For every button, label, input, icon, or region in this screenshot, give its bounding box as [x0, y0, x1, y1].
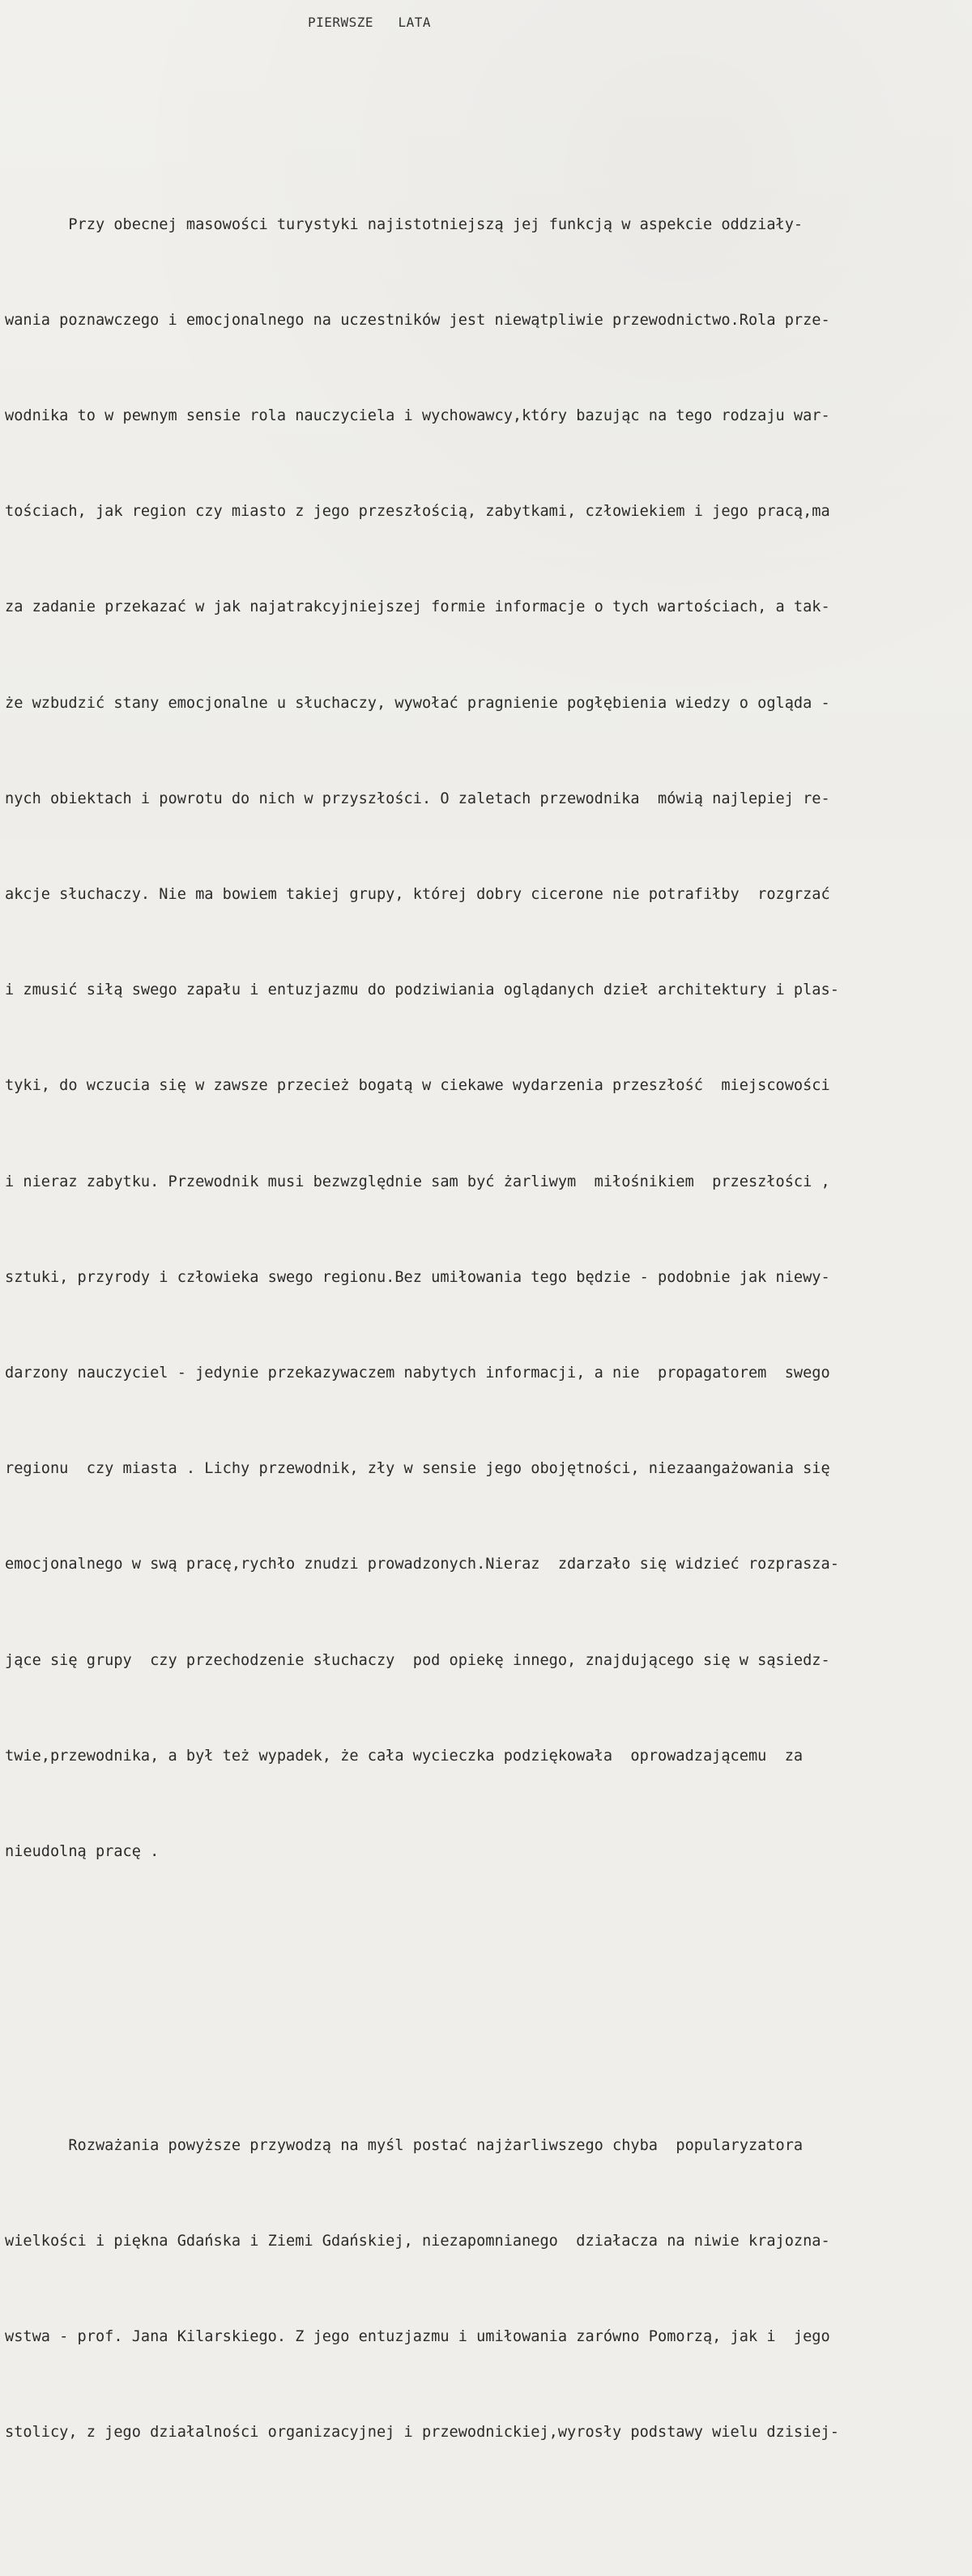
paragraph-gap	[5, 1995, 969, 2002]
document-body	[5, 81, 969, 2576]
text-line: sztuki, przyrody i człowieka swego regionu.Bez umiłowania tego będzie - podobnie jak niewy-	[5, 1268, 830, 1286]
text-line: emocjonalnego w swą pracę,rychło znudzi prowadzonych.Nieraz zdarzało się widzieć rozprasza-	[5, 1556, 839, 1573]
text-line: Rozważania powyższe przywodzą na myśl postać najżarliwszego chyba popularyzatora	[5, 2136, 804, 2154]
paragraph-1	[5, 145, 969, 1931]
text-line: tościach, jak region czy miasto z jego przeszłością, zabytkami, człowiekiem i jego pracą,ma	[5, 503, 830, 521]
text-line: nych obiektach i powrotu do nich w przyszłości. O zaletach przewodnika mówią najlepiej re-	[5, 790, 830, 807]
text-line: że wzbudzić stany emocjonalne u słuchaczy, wywołać pragnienie pogłębienia wiedzy o ogląda -	[5, 694, 830, 712]
text-line: wstwa - prof. Jana Kilarskiego. Z jego entuzjazmu i umiłowania zarówno Pomorzą, jak i jego	[5, 2328, 830, 2346]
text-line: nieudolną pracę .	[5, 1843, 160, 1861]
text-line: tyki, do wczucia się w zawsze przecież bogatą w ciekawe wydarzenia przeszłość miejscowości	[5, 1077, 830, 1095]
text-line: za zadanie przekazać w jak najatrakcyjniejszej formie informacje o tych wartościach, a tak-	[5, 598, 830, 616]
text-line: twie,przewodnika, a był też wypadek, że cała wycieczka podziękowała oprowadzającemu za	[5, 1747, 804, 1765]
text-line: akcje słuchaczy. Nie ma bowiem takiej grupy, której dobry cicerone nie potrafiłby rozgrzać	[5, 886, 830, 904]
text-line: wodnika to w pewnym sensie rola nauczyciela i wychowawcy,który bazując na tego rodzaju war-	[5, 407, 830, 425]
text-line: i zmusić siłą swego zapału i entuzjazmu do podziwiania oglądanych dzieł architektury i plas-	[5, 981, 839, 999]
text-line: Przy obecnej masowości turystyki najistotniejszą jej funkcją w aspekcie oddziały-	[5, 215, 804, 233]
text-line: i nieraz zabytku. Przewodnik musi bezwzględnie sam być żarliwym miłośnikiem przeszłości ,	[5, 1173, 830, 1190]
text-line: stolicy, z jego działalności organizacyjnej i przewodnickiej,wyrosły podstawy wielu dzisiej-	[5, 2424, 839, 2442]
text-line: darzony nauczyciel - jedynie przekazywaczem nabytych informacji, a nie propagatorem swego	[5, 1365, 830, 1382]
text-line: wielkości i piękna Gdańska i Ziemi Gdańskiej, niezapomnianego działacza na niwie krajozna-	[5, 2232, 830, 2250]
page-title: PIERWSZE LATA	[308, 15, 431, 30]
text-line: wania poznawczego i emocjonalnego na uczestników jest niewątpliwie przewodnictwo.Rola prze-	[5, 311, 830, 329]
text-line: regionu czy miasta . Lichy przewodnik, zły w sensie jego obojętności, niezaangażowania się	[5, 1460, 830, 1478]
text-line: jące się grupy czy przechodzenie słuchaczy pod opiekę innego, znajdującego się w sąsiedz-	[5, 1651, 830, 1669]
paragraph-2	[5, 2066, 969, 2513]
